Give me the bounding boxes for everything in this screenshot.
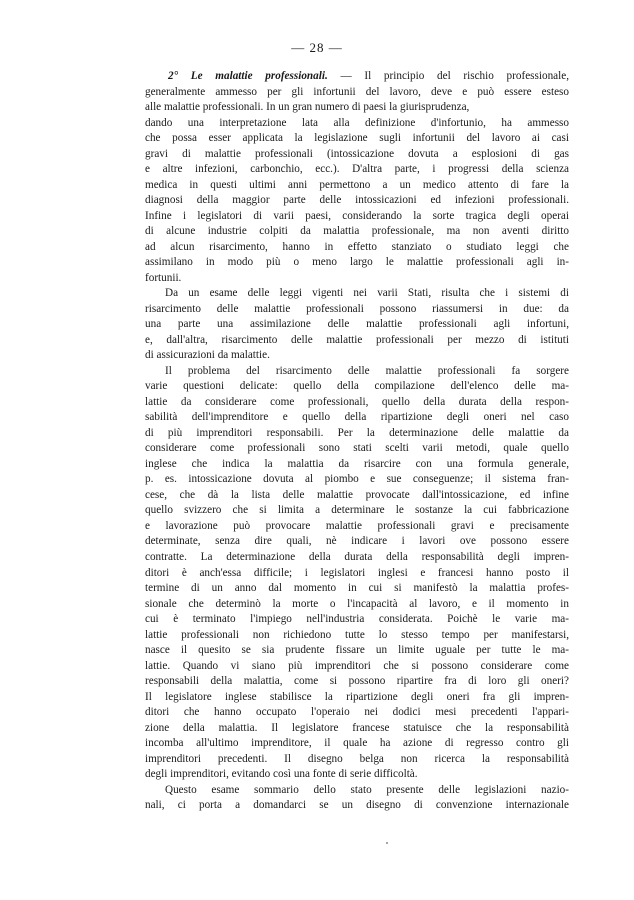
text-line: [145, 395, 569, 411]
line-text: incomba all'ultimo imprenditore, il quale ha azione di regresso contro gli: [145, 737, 569, 750]
text-line: [145, 364, 569, 380]
text-line: [145, 271, 569, 287]
line-text: nali, ci porta a domandarci se un disegno di convenzione internazionale: [145, 799, 569, 812]
body-text: [145, 69, 569, 814]
text-line: [145, 457, 569, 473]
line-text: Infine i legislatori di varii paesi, considerando la sorte tragica degli operai: [145, 209, 569, 222]
line-text: diagnosi della maggior parte delle intossicazioni ed infezioni professionali.: [145, 194, 569, 207]
text-line: [145, 100, 569, 116]
line-text: e, dall'altra, risarcimento delle malattie professionali per mezzo di istituti: [145, 333, 569, 346]
text-line: [145, 472, 569, 488]
line-text: ditori è anch'essa difficile; i legislatori inglesi e francesi hanno posto il: [145, 566, 569, 579]
text-line: [145, 659, 569, 675]
line-text: considerare come professionali sono stati scelti varii metodi, quale quello: [145, 442, 569, 455]
text-line: [145, 131, 569, 147]
text-line: [145, 240, 569, 256]
line-text: assimilano in modo più o meno largo le malattie professionali agli in-: [145, 256, 569, 269]
text-line: [145, 767, 569, 783]
line-text: dando una interpretazione lata alla definizione d'infortunio, ha ammesso: [145, 116, 569, 129]
text-line: [145, 85, 569, 101]
line-text: degli imprenditori, evitando così una fonte di serie difficoltà.: [145, 768, 418, 781]
text-line: [145, 162, 569, 178]
line-text: di più imprenditori responsabili. Per la determinazione delle malattie da: [145, 426, 569, 439]
paper-speck: [386, 842, 388, 844]
line-text: nasce il quesito se sia prudente fissare un limite uguale per tutte le ma-: [145, 644, 569, 657]
text-line: [145, 255, 569, 271]
section-first-line: [145, 69, 569, 85]
line-text: — Il principio del rischio professionale,: [340, 70, 569, 82]
text-line: [145, 178, 569, 194]
line-text: cui è terminato l'impiego nell'industria considerata. Poichè le varie ma-: [145, 613, 569, 626]
line-text: varie questioni delicate: quello della compilazione dell'elenco delle ma-: [145, 380, 569, 393]
line-text: una parte una assimilazione delle malattie professionali agli infortuni,: [145, 318, 569, 331]
text-line: [145, 209, 569, 225]
text-line: [145, 302, 569, 318]
line-text: di alcune industrie colpiti da malattia professionale, ma non aventi diritto: [145, 225, 569, 238]
line-text: Da un esame delle leggi vigenti nei varii Stati, risulta che i sistemi di: [165, 287, 569, 300]
line-text: responsabili della malattia, come si possono ripartire fra di loro gli oneri?: [145, 675, 569, 688]
page-number: — 28 —: [291, 40, 343, 55]
text-line: [145, 798, 569, 814]
text-line: [145, 503, 569, 519]
text-line: [145, 193, 569, 209]
text-line: [145, 736, 569, 752]
line-text: gravi di malattie professionali (intossicazione dovuta a esplosioni di gas: [145, 147, 569, 160]
text-line: [145, 224, 569, 240]
line-text: generalmente ammesso per gli infortunii del lavoro, deve e può essere esteso: [145, 85, 569, 98]
line-text: e lavorazione può provocare malattie professionali gravi e precisamente: [145, 519, 569, 532]
text-line: [145, 317, 569, 333]
line-text: determinate, senza dire quali, nè indicare i lavori ove possono essere: [145, 535, 569, 548]
line-text: Questo esame sommario dello stato presente delle legislazioni nazio-: [165, 783, 569, 796]
text-line: [145, 410, 569, 426]
section-heading: 2° Le malattie professionali.: [168, 70, 328, 82]
text-line: [145, 783, 569, 799]
line-text: p. es. intossicazione dovuta al piombo e sue conseguenze; il sistema fran-: [145, 473, 569, 486]
line-text: ditori che hanno occupato l'operaio nei dodici mesi precedenti l'appari-: [145, 706, 569, 719]
text-line: [145, 690, 569, 706]
line-text: di assicurazioni da malattie.: [145, 349, 270, 362]
line-text: risarcimento delle malattie professionali possono riassumersi in due: da: [145, 302, 569, 315]
line-text: lattie. Quando vi siano più imprenditori che si possono considerare come: [145, 659, 569, 672]
line-text: lattie professionali non richiedono tutte lo stesso tempo per manifestarsi,: [145, 628, 569, 641]
text-line: [145, 581, 569, 597]
line-text: zione della malattia. Il legislatore francese statuisce che la responsabilità: [145, 721, 569, 734]
text-line: [145, 519, 569, 535]
line-text: imprenditori precedenti. Il disegno belga non ricerca la responsabilità: [145, 752, 569, 765]
line-text: lattie da considerare come professionali, quello della durata della respon-: [145, 395, 569, 408]
line-text: inglese che indica la malattia da risarcire con una formula generale,: [145, 457, 569, 470]
line-text: ad alcun risarcimento, hanno in effetto stanziato o studiato leggi che: [145, 240, 569, 253]
text-line: [145, 597, 569, 613]
text-line: [145, 379, 569, 395]
line-text: sionale che determinò la morte o l'incapacità al lavoro, e il momento in: [145, 597, 569, 610]
line-text: alle malattie professionali. In un gran numero di paesi la giurisprudenza,: [145, 101, 470, 114]
line-text: termine di un anno dal momento in cui si manifestò la malattia profes-: [145, 582, 569, 595]
text-line: [145, 721, 569, 737]
line-text: cese, che dà la lista delle malattie provocate dall'intossicazione, ed infine: [145, 488, 569, 501]
line-text: che possa esser applicata la legislazione sugli infortunii del lavoro ai casi: [145, 132, 569, 145]
text-line: [145, 628, 569, 644]
text-line: [145, 116, 569, 132]
line-text: sabilità dell'imprenditore e quello della ripartizione degli oneri nel caso: [145, 411, 569, 424]
text-line: [145, 426, 569, 442]
text-line: [145, 550, 569, 566]
text-line: [145, 612, 569, 628]
line-text: fortunii.: [145, 271, 182, 284]
text-line: [145, 705, 569, 721]
text-line: [145, 147, 569, 163]
line-text: contratte. La determinazione della durata della responsabilità degli impren-: [145, 550, 569, 563]
text-line: [145, 566, 569, 582]
line-text: Il legislatore inglese stabilisce la ripartizione degli oneri fra gli impren-: [145, 690, 569, 703]
text-line: [145, 333, 569, 349]
text-line: [145, 488, 569, 504]
text-line: [145, 752, 569, 768]
text-line: [145, 534, 569, 550]
line-text: e altre infezioni, carbonchio, ecc.). D'altra parte, i progressi della scienza: [145, 163, 569, 176]
text-line: [145, 348, 569, 364]
line-text: medica in questi ultimi anni permettono a un medico attento di fare la: [145, 178, 569, 191]
text-line: [145, 643, 569, 659]
text-line: [145, 441, 569, 457]
text-line: [145, 286, 569, 302]
line-text: Il problema del risarcimento delle malattie professionali fa sorgere: [165, 364, 569, 377]
line-text: quello svizzero che si limita a determinare le sostanze la cui fabbricazione: [145, 504, 569, 517]
text-line: [145, 674, 569, 690]
